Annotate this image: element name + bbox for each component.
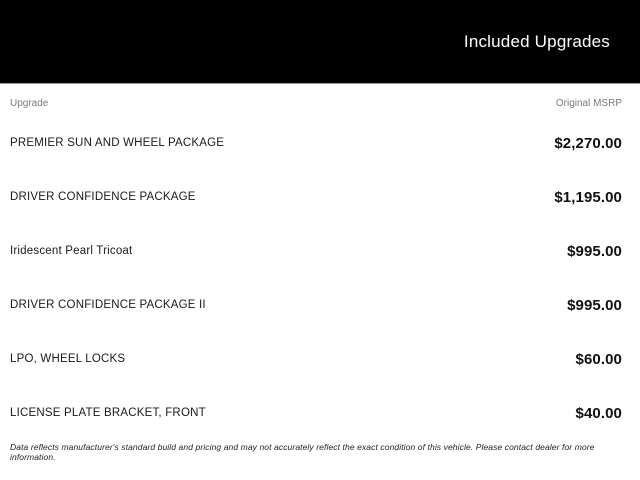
disclaimer-text: Data reflects manufacturer's standard build and pricing and may not accurately reflect the exact condition of this vehicle. Please contact dealer for more information.: [10, 442, 595, 462]
upgrade-price: $1,195.00: [554, 188, 622, 206]
table-row: [10, 224, 622, 278]
upgrades-table: [0, 98, 640, 440]
upgrade-price: $995.00: [567, 296, 622, 314]
upgrade-name: DRIVER CONFIDENCE PACKAGE II: [10, 299, 206, 311]
page-title: Included Upgrades: [463, 31, 610, 51]
table-row: [10, 170, 622, 224]
upgrade-name: DRIVER CONFIDENCE PACKAGE: [10, 191, 196, 203]
table-column-headers: [10, 98, 622, 110]
upgrade-price: $995.00: [567, 242, 622, 260]
upgrade-name: LICENSE PLATE BRACKET, FRONT: [10, 407, 206, 419]
table-row: [10, 116, 622, 170]
upgrade-price: $40.00: [575, 404, 622, 422]
table-row: [10, 386, 622, 440]
page-header: [0, 0, 640, 84]
table-row: [10, 332, 622, 386]
disclaimer-section: [0, 440, 640, 462]
upgrade-name: PREMIER SUN AND WHEEL PACKAGE: [10, 137, 225, 149]
upgrade-name: LPO, WHEEL LOCKS: [10, 353, 126, 365]
upgrade-price: $2,270.00: [554, 134, 622, 152]
upgrade-name: Iridescent Pearl Tricoat: [10, 245, 133, 257]
column-header-original-msrp: Original MSRP: [555, 98, 622, 109]
table-rows: [10, 116, 622, 440]
upgrade-price: $60.00: [575, 350, 622, 368]
column-header-upgrade: Upgrade: [10, 98, 49, 109]
table-row: [10, 278, 622, 332]
